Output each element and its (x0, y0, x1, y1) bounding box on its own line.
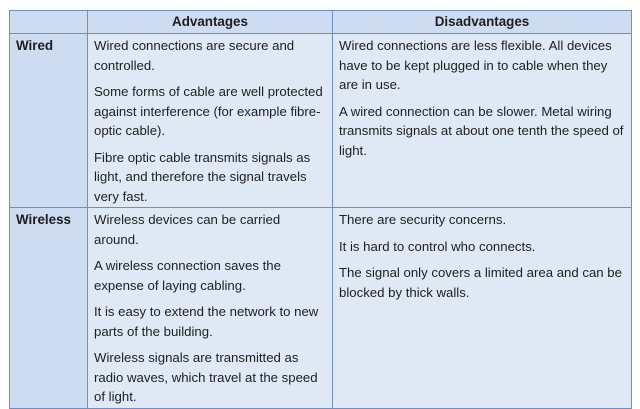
list-item: The signal only covers a limited area and can be blocked by thick walls. (339, 265, 622, 300)
row-label-wireless: Wireless (10, 208, 88, 409)
list-item: It is hard to control who connects. (339, 238, 536, 254)
wired-disadvantages-cell (333, 34, 632, 208)
list-item: There are security concerns. (339, 212, 507, 227)
list-item: Wired connections are less flexible. All devices have to be kept plugged in to cable when they are in use. (339, 38, 612, 92)
wireless-disadvantages-cell (333, 208, 632, 409)
list-item: A wired connection can be slower. Metal wiring transmits signals at about one tenth the speed of light. (339, 103, 624, 158)
list-item: A wireless connection saves the expense of laying cabling. (94, 258, 281, 293)
advantages-header: Advantages (88, 11, 333, 34)
corner-cell (10, 11, 88, 34)
table-row-wired (10, 34, 632, 208)
comparison-table (9, 10, 632, 409)
list-item: Wired connections are secure and controlled. (94, 38, 295, 73)
list-item: Some forms of cable are well protected against interference (for example fibre-optic cable). (94, 84, 323, 138)
disadvantages-header: Disadvantages (333, 11, 632, 34)
list-item: Wireless devices can be carried around. (94, 212, 281, 247)
wired-advantages-cell (88, 34, 333, 208)
list-item: Wireless signals are transmitted as radio waves, which travel at the speed of light. (94, 350, 318, 404)
table-row-wireless (10, 208, 632, 409)
list-item: Fibre optic cable transmits signals as light, and therefore the signal travels very fast. (94, 149, 311, 204)
row-label-wired: Wired (10, 34, 88, 208)
wireless-advantages-cell (88, 208, 333, 409)
list-item: It is easy to extend the network to new parts of the building. (94, 304, 319, 339)
header-row (10, 11, 632, 34)
